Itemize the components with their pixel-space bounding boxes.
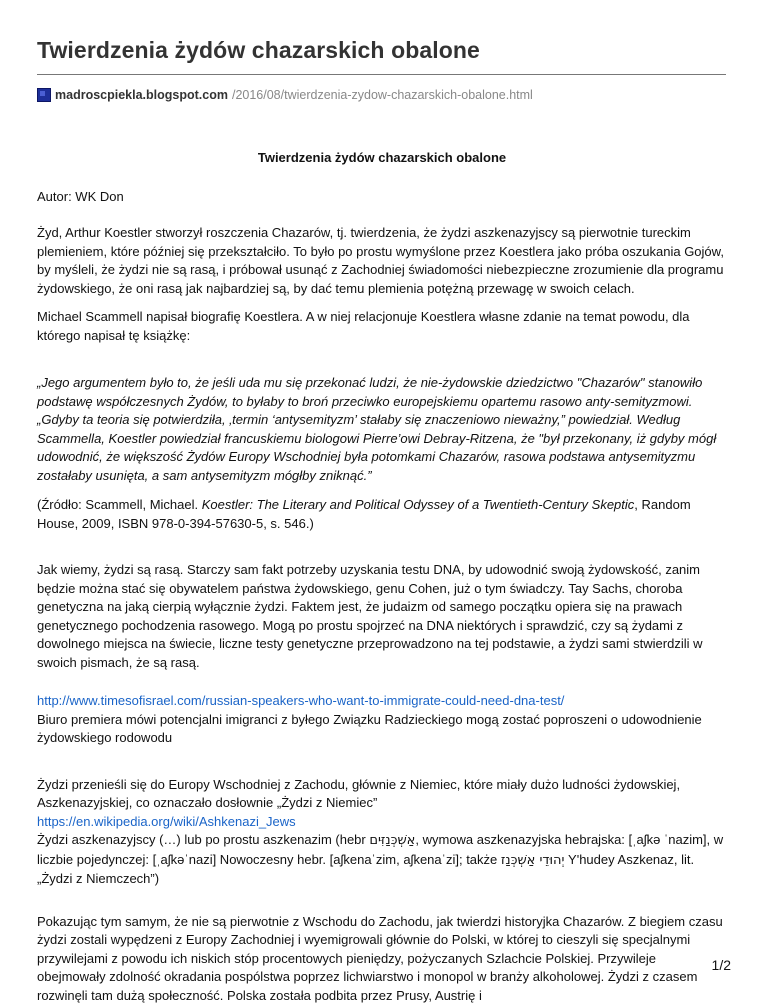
source-note-book: Koestler: The Literary and Political Odyssey of a Twentieth-Century Skeptic [202,497,635,512]
source-note-suffix: , Random House, 2009, ISBN 978-0-394-57630-5, s. 546.) [37,497,691,531]
paragraph-migration: Pokazując tym samym, że nie są pierwotnie z Wschodu do Zachodu, jak twierdzi historyjka Chazarów. Z biegiem czasu żydzi zostali wypędzeni z Europy Zachodniej i wyemigrowali głównie do Polski, w której to cieszyli się specjalnymi przywilejami z powodu ich niskich stóp procentowych pieniędzy, pożyczanych Szlachcie Polskiej. Przywileje obejmowały zdolność okradania pospólstwa poprzez lichwiarstwo i monopol w branży alkoholowej. Żydzi z czasem rozwinęli tam dużą społeczność. Polska została podbita przez Prusy, Austrię i [37,913,727,1005]
title-divider [37,74,726,75]
timesofisrael-link[interactable]: http://www.timesofisrael.com/russian-speakers-who-want-to-immigrate-could-need-dna-test/ [37,693,564,708]
hebrew-ashkenazim: אַשְׁכְּנַזִּים [369,833,415,848]
wiki-text-a: Żydzi aszkenazyjscy (…) lub po prostu aszkenazim (hebr [37,832,369,847]
source-line [37,87,727,103]
quote-block: „Jego argumentem było to, że jeśli uda mu się przekonać ludzi, że nie-żydowskie dziedzictwo "Chazarów" stanowiło podstawę współczesnych Żydów, to byłaby to broń przeciwko europejskiemu opartemu rasowo anty-semityzmowi. „Gdyby ta teoria się potwierdziła, ‚termin ‘antysemityzm’ stałaby się znaczeniowo nieważny,” powiedział. Według Scammella, Koestler powiedział francuskiemu biologowi Pierre’owi Debray-Ritzena, że "był przekonany, iż gdyby mógł udowodnić, że większość Żydów Europy Wschodniej była potomkami Chazarów, rasowa podstawa antysemityzmu zostałaby usunięta, a sam antysemityzm mógłby zniknąć.” [37,374,727,485]
source-domain[interactable]: madroscpiekla.blogspot.com [55,87,228,103]
source-path[interactable]: /2016/08/twierdzenia-zydow-chazarskich-obalone.html [232,87,533,103]
paragraph-ashkenazi [37,776,727,889]
article-author: Autor: WK Don [37,188,727,207]
link-block-timesofisrael [37,692,727,748]
wikipedia-link[interactable]: https://en.wikipedia.org/wiki/Ashkenazi_Jews [37,814,296,829]
page-number: 1/2 [712,957,731,973]
paragraph-scammell: Michael Scammell napisał biografię Koestlera. A w niej relacjonuje Koestlera własne zdanie na temat powodu, dla którego napisał tę książkę: [37,308,727,345]
paragraph-race: Jak wiemy, żydzi są rasą. Starczy sam fakt potrzeby uzyskania testu DNA, by udowodnić swoją żydowskość, zanim będzie można stać się obywatelem państwa żydowskiego, genu Cohen, już o tym świadczy. Tay Sachs, choroba genetyczna na jaką cierpią wyłącznie żydzi. Faktem jest, że judaizm od samego początku opiera się na prawach genetycznego pochodzenia rasowego. Mogą po prostu spojrzeć na DNA niektórych i sprawdzić, czy są żydami z dowolnego miejsca na świecie, liczne testy genetyczne przeprowadzono na tej podstawie, a żydzi sami stwierdzili w swoich pismach, że są rasą. [37,561,727,672]
article-title: Twierdzenia żydów chazarskich obalone [37,149,727,168]
paragraph-koestler: Żyd, Arthur Koestler stworzył roszczenia Chazarów, tj. twierdzenia, że żydzi aszkenazyjscy są pierwotnie tureckim plemieniem, które później się przekształciło. To było po prostu wymyślone przez Koestlera jako próba oszukania Gojów, by myśleli, że żydzi nie są rasą, i próbował usunąć z Zachodniej świadomości niebezpieczne zrozumienie dla programu żydowskiego, że oni rasą jak najbardziej są, by dać temu plemienia potężną przewagę w swoich celach. [37,224,727,298]
page-title: Twierdzenia żydów chazarskich obalone [37,36,727,64]
article-body [37,149,727,1005]
ashkenazi-intro: Żydzi przenieśli się do Europy Wschodniej z Zachodu, głównie z Niemiec, które miały dużo ludności żydowskiej, Aszkenazyjskiej, co oznaczało dosłownie „Żydzi z Niemiec” [37,777,680,811]
blogger-favicon-icon [37,88,51,102]
page [37,0,727,1005]
timesofisrael-caption: Biuro premiera mówi potencjalni imigranci z byłego Związku Radzieckiego mogą zostać poproszeni o udowodnienie żydowskiego rodowodu [37,712,702,746]
source-note [37,496,727,533]
wiki-text-c: Y'hudey Aszkenaz, lit. „Żydzi z Niemczech”) [37,852,694,887]
source-note-prefix: (Źródło: Scammell, Michael. [37,497,202,512]
hebrew-yehudei-ashkenaz: יְהוּדֵי אַשְׁכְּנַז [501,853,565,868]
wiki-text-b: , wymowa aszkenazyjska hebrajska: [ˌaʃkə ˈnazim], w liczbie pojedynczej: [ˌaʃkəˈnazi] Nowoczesny hebr. [aʃkenaˈzim, aʃkenaˈzi]; także [37,832,723,867]
